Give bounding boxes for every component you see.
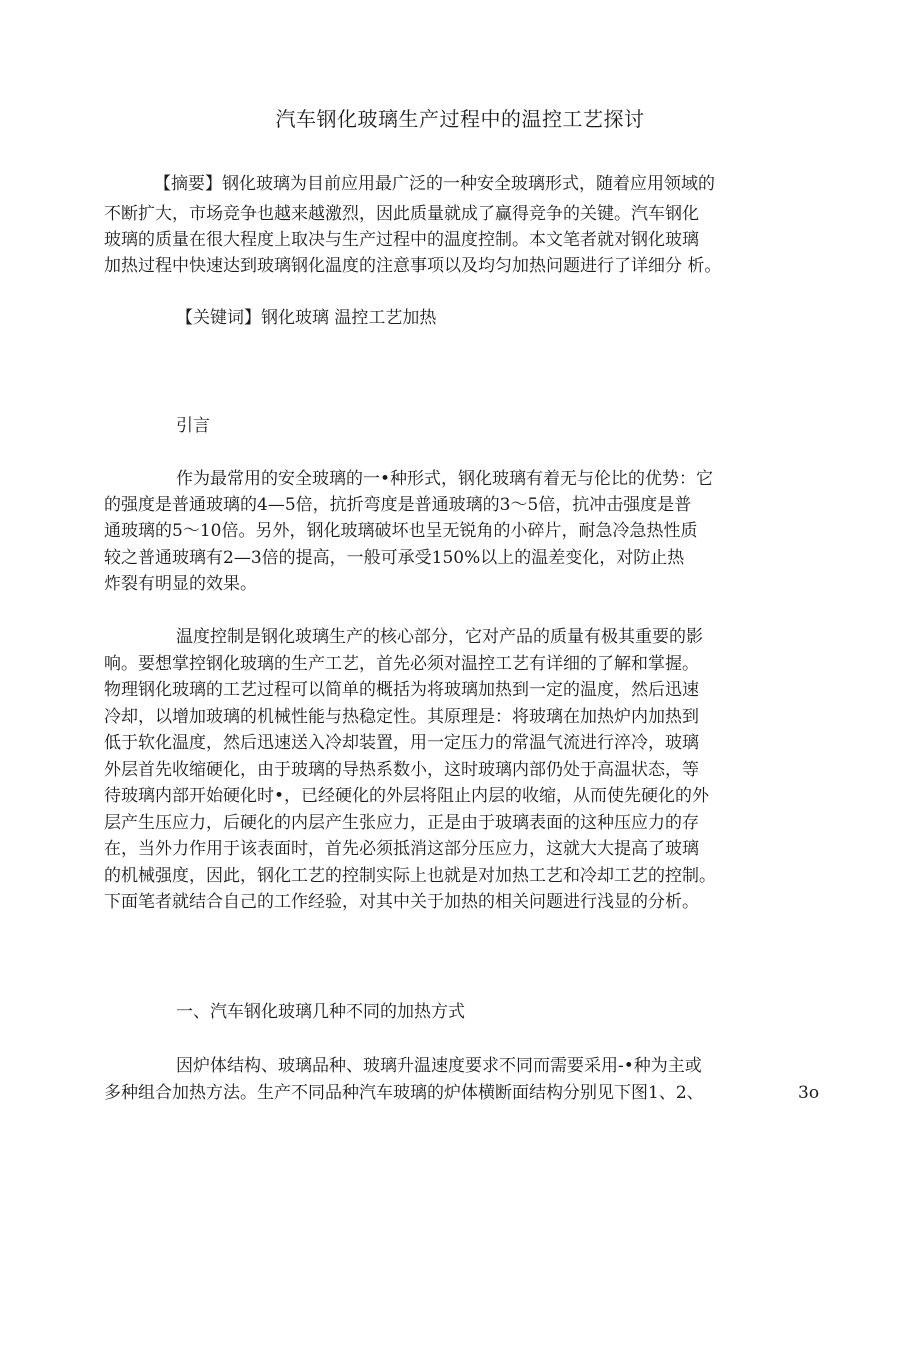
abstract-line: 玻璃的质量在很大程度上取决与生产过程中的温度控制。本文笔者就对钢化玻璃 (104, 230, 699, 250)
paragraph-line: 响。要想掌控钢化玻璃的生产工艺，首先必须对温控工艺有详细的了解和掌握。 (104, 654, 699, 674)
abstract-line: 不断扩大，市场竞争也越来越激烈，因此质量就成了赢得竞争的关键。汽车钢化 (104, 204, 699, 224)
document-title: 汽车钢化玻璃生产过程中的温控工艺探讨 (275, 107, 645, 131)
paragraph-line: 外层首先收缩硬化，由于玻璃的导热系数小，这时玻璃内部仍处于高温状态，等 (104, 760, 699, 780)
paragraph-line: 多种组合加热方法。生产不同品种汽车玻璃的炉体横断面结构分别见下图1、2、 (104, 1083, 704, 1103)
paragraph-line: 的强度是普通玻璃的4—5倍，抗折弯度是普通玻璃的3〜5倍，抗冲击强度是普 (104, 495, 692, 515)
keywords: 【关键词】钢化玻璃 温控工艺加热 (176, 308, 437, 328)
paragraph-line: 层产生压应力，后硬化的内层产生张应力，正是由于玻璃表面的这种压应力的存 (104, 813, 699, 833)
abstract-line: 【摘要】钢化玻璃为目前应用最广泛的一种安全玻璃形式，随着应用领域的 (154, 174, 715, 194)
paragraph-line: 温度控制是钢化玻璃生产的核心部分，它对产品的质量有极其重要的影 (176, 627, 703, 647)
paragraph-line: 低于软化温度，然后迅速送入冷却装置，用一定压力的常温气流进行淬冷，玻璃 (104, 733, 699, 753)
paragraph-line: 作为最常用的安全玻璃的一•种形式，钢化玻璃有着无与伦比的优势：它 (176, 469, 714, 489)
paragraph-line: 在，当外力作用于该表面时，首先必须抵消这部分压应力，这就大大提高了玻璃 (104, 839, 699, 859)
paragraph-line: 较之普通玻璃有2—3倍的提高，一般可承受150%以上的温差变化，对防止热 (104, 548, 685, 568)
paragraph-line: 冷却，以增加玻璃的机械性能与热稳定性。其原理是：将玻璃在加热炉内加热到 (104, 707, 699, 727)
paragraph-line: 因炉体结构、玻璃品种、玻璃升温速度要求不同而需要采用-•种为主或 (176, 1056, 702, 1076)
paragraph-line: 通玻璃的5〜10倍。另外，钢化玻璃破坏也呈无锐角的小碎片，耐急冷急热性质 (104, 521, 698, 541)
paragraph-line: 的机械强度，因此，钢化工艺的控制实际上也就是对加热工艺和冷却工艺的控制。 (104, 866, 716, 886)
abstract-line: 加热过程中快速达到玻璃钢化温度的注意事项以及均匀加热问题进行了详细分 析。 (104, 256, 722, 276)
paragraph-line: 物理钢化玻璃的工艺过程可以简单的概括为将玻璃加热到一定的温度，然后迅速 (104, 680, 699, 700)
paragraph-line: 炸裂有明显的效果。 (104, 574, 257, 594)
section-heading: 一、汽车钢化玻璃几种不同的加热方式 (176, 1002, 465, 1022)
paragraph-line: 下面笔者就结合自己的工作经验，对其中关于加热的相关问题进行浅显的分析。 (104, 892, 699, 912)
intro-heading: 引言 (176, 416, 210, 436)
paragraph-line: 待玻璃内部开始硬化时•，已经硬化的外层将阻止内层的收缩，从而使先硬化的外 (104, 786, 710, 806)
paragraph-tail: 3o (798, 1083, 820, 1103)
